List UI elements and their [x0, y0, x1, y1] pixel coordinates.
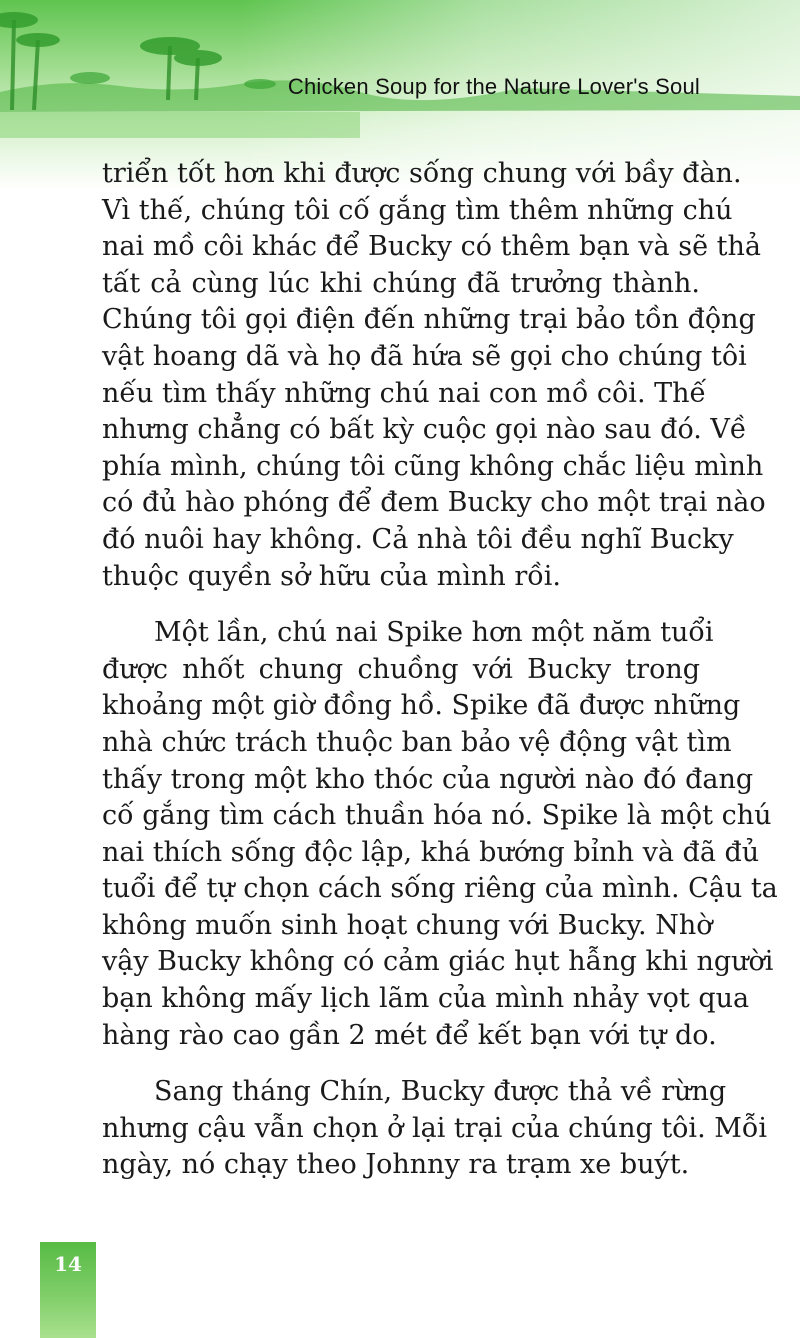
text-line: nhưng chẳng có bất kỳ cuộc gọi nào sau đó. Về [102, 414, 747, 446]
text-line: nai thích sống độc lập, khá bướng bỉnh và đã đủ [102, 836, 760, 868]
text-line: vậy Bucky không có cảm giác hụt hẫng khi người [102, 946, 774, 978]
text-line: được nhốt chung chuồng với Bucky trong [102, 653, 700, 685]
text-line: nếu tìm thấy những chú nai con mồ côi. Thế [102, 377, 707, 409]
text-line: bạn không mấy lịch lãm của mình nhảy vọt qua [102, 983, 750, 1015]
paragraph-3 [102, 1074, 768, 1184]
text-line: có đủ hào phóng để đem Bucky cho một trại nào [102, 487, 766, 519]
text-line: Vì thế, chúng tôi cố gắng tìm thêm những chú [102, 194, 733, 226]
text-line: đó nuôi hay không. Cả nhà tôi đều nghĩ Bucky [102, 523, 734, 555]
text-line: thấy trong một kho thóc của người nào đó đang [102, 763, 754, 795]
text-line: vật hoang dã và họ đã hứa sẽ gọi cho chúng tôi [102, 340, 747, 372]
text-line: nhà chức trách thuộc ban bảo vệ động vật tìm [102, 726, 732, 758]
running-header-title: Chicken Soup for the Nature Lover's Soul [287, 74, 700, 99]
body-text [102, 156, 778, 1204]
text-line: phía mình, chúng tôi cũng không chắc liệu mình [102, 450, 764, 482]
text-line: Sang tháng Chín, Bucky được thả về rừng [154, 1076, 727, 1108]
text-line: ngày, nó chạy theo Johnny ra trạm xe buýt. [102, 1149, 690, 1181]
text-line: cố gắng tìm cách thuần hóa nó. Spike là một chú [102, 800, 772, 832]
page-number-tab [40, 1242, 96, 1338]
text-line: tất cả cùng lúc khi chúng đã trưởng thành. [102, 267, 700, 299]
paragraph-2 [102, 615, 778, 1054]
text-line: triển tốt hơn khi được sống chung với bầy đàn. [102, 158, 742, 189]
text-line: không muốn sinh hoạt chung với Bucky. Nhờ [102, 909, 713, 941]
text-line: khoảng một giờ đồng hồ. Spike đã được những [102, 690, 741, 722]
text-line: tuổi để tự chọn cách sống riêng của mình. Cậu ta [102, 873, 778, 905]
text-line: hàng rào cao gần 2 mét để kết bạn với tự do. [102, 1019, 717, 1051]
text-line: Một lần, chú nai Spike hơn một năm tuổi [154, 617, 714, 649]
text-line: nai mồ côi khác để Bucky có thêm bạn và sẽ thả [102, 231, 761, 263]
page-number: 14 [54, 1252, 82, 1276]
text-line: Chúng tôi gọi điện đến những trại bảo tồn động [102, 304, 756, 336]
paragraph-1 [102, 156, 766, 595]
text-line: thuộc quyền sở hữu của mình rồi. [102, 560, 561, 592]
text-line: nhưng cậu vẫn chọn ở lại trại của chúng tôi. Mỗi [102, 1112, 768, 1144]
